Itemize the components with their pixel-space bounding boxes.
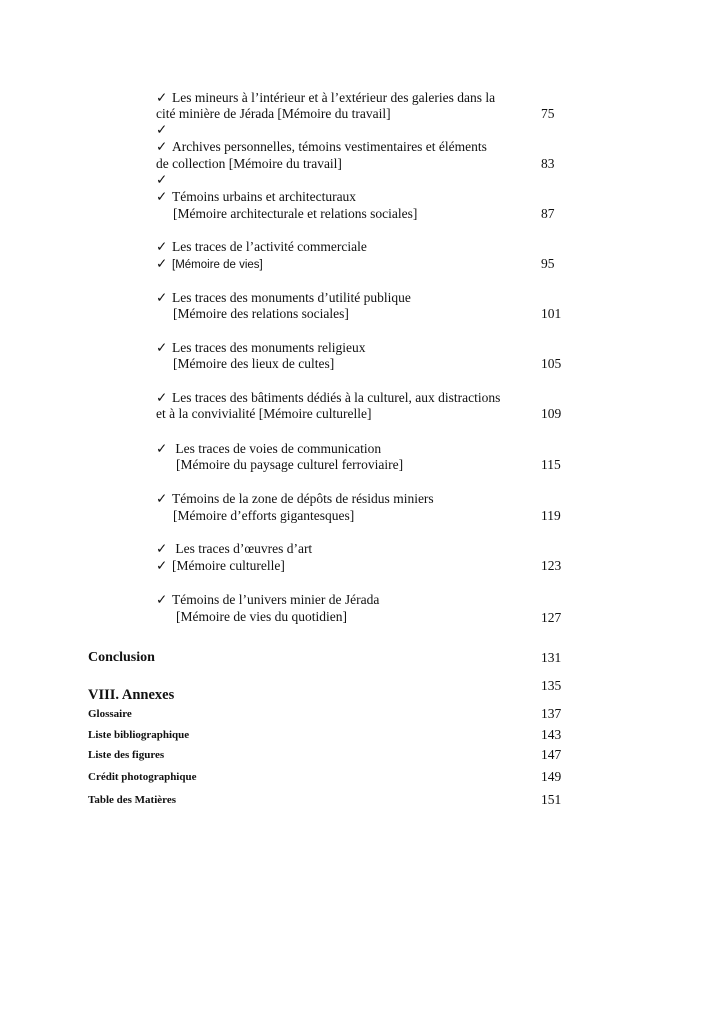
toc-entry-text: Les traces d’œuvres d’art <box>175 541 313 556</box>
toc-entry-text: Les traces de voies de communication <box>175 441 382 456</box>
checkmark-icon: ✓ <box>156 441 168 456</box>
toc-entry-text: Archives personnelles, témoins vestimentaires et éléments <box>172 139 487 154</box>
annex-item-page: 147 <box>541 747 562 762</box>
checkmark-icon: ✓ <box>156 491 168 506</box>
toc-entry-11-page: 127 <box>541 610 562 625</box>
toc-entry-8-line1 <box>156 441 381 457</box>
annex-item-bibliographie: Liste bibliographique <box>88 729 190 741</box>
toc-entry-3-page: 87 <box>541 206 555 221</box>
annex-item-credit: Crédit photographique <box>88 771 197 783</box>
conclusion-page: 131 <box>541 650 562 665</box>
toc-entry-text: [Mémoire de vies] <box>172 259 263 271</box>
toc-entry-text: Les traces des bâtiments dédiés à la culturel, aux distractions <box>172 390 501 405</box>
toc-entry-10-page: 123 <box>541 558 562 573</box>
checkmark-icon: ✓ <box>156 290 168 305</box>
annex-item-figures: Liste des figures <box>88 749 165 761</box>
annex-item-page: 149 <box>541 769 562 784</box>
toc-entry-1-page: 75 <box>541 106 555 121</box>
checkmark-icon: ✓ <box>156 239 168 254</box>
toc-entry-text: Les mineurs à l’intérieur et à l’extérieur des galeries dans la <box>172 90 496 105</box>
toc-entry-3-line2: [Mémoire architecturale et relations sociales] <box>173 206 418 221</box>
toc-entry-text: Les traces des monuments religieux <box>172 340 366 355</box>
checkmark-icon: ✓ <box>156 340 168 355</box>
checkmark-icon: ✓ <box>156 172 168 187</box>
annex-item-page: 143 <box>541 727 562 742</box>
checkmark-icon: ✓ <box>156 122 168 137</box>
toc-entry-11-line2: [Mémoire de vies du quotidien] <box>176 609 347 624</box>
checkmark-icon: ✓ <box>156 139 168 154</box>
checkmark-icon: ✓ <box>156 592 168 607</box>
toc-entry-text: Témoins urbains et architecturaux <box>172 189 357 204</box>
toc-entry-1-line2: cité minière de Jérada [Mémoire du travail] <box>156 106 391 121</box>
toc-entry-11-line1 <box>156 592 379 608</box>
toc-entry-7-line2: et à la convivialité [Mémoire culturelle] <box>156 406 372 421</box>
annexes-heading: VIII. Annexes <box>88 687 175 703</box>
toc-entry-6-page: 105 <box>541 356 562 371</box>
checkmark-icon: ✓ <box>156 90 168 105</box>
toc-entry-7-line1 <box>156 390 500 406</box>
toc-entry-2-line1 <box>156 139 487 155</box>
checkmark-icon: ✓ <box>156 390 168 405</box>
toc-entry-4-line1 <box>156 239 367 255</box>
toc-entry-1-line1 <box>156 90 495 106</box>
toc-entry-2-page: 83 <box>541 156 555 171</box>
checkmark-icon: ✓ <box>156 558 168 573</box>
checkmark-icon: ✓ <box>156 189 168 204</box>
annex-item-page: 151 <box>541 792 562 807</box>
toc-entry-text: Témoins de la zone de dépôts de résidus miniers <box>172 491 434 506</box>
toc-entry-9-line1 <box>156 491 434 507</box>
toc-entry-9-page: 119 <box>541 508 561 523</box>
toc-entry-9-line2: [Mémoire d’efforts gigantesques] <box>173 508 355 523</box>
toc-entry-4-line2 <box>156 256 263 273</box>
toc-entry-8-line2: [Mémoire du paysage culturel ferroviaire] <box>176 457 404 472</box>
toc-entry-6-line2: [Mémoire des lieux de cultes] <box>173 356 335 371</box>
conclusion-heading: Conclusion <box>88 650 155 665</box>
toc-entry-5-page: 101 <box>541 306 562 321</box>
toc-entry-text: Les traces des monuments d’utilité publique <box>172 290 411 305</box>
toc-entry-8-page: 115 <box>541 457 561 472</box>
toc-entry-10-line2 <box>156 558 285 574</box>
annex-item-page: 137 <box>541 706 562 721</box>
toc-entry-5-line1 <box>156 290 411 306</box>
toc-entry-5-line2: [Mémoire des relations sociales] <box>173 306 349 321</box>
toc-entry-4-page: 95 <box>541 256 555 271</box>
toc-entry-10-line1 <box>156 541 312 557</box>
toc-entry-text: Témoins de l’univers minier de Jérada <box>172 592 380 607</box>
toc-entry-2-line2: de collection [Mémoire du travail] <box>156 156 342 171</box>
toc-entry-text: [Mémoire culturelle] <box>172 558 285 573</box>
toc-entry-text: Les traces de l’activité commerciale <box>172 239 367 254</box>
toc-entry-6-line1 <box>156 340 365 356</box>
checkmark-icon: ✓ <box>156 256 168 271</box>
toc-entry-3-line1 <box>156 189 356 205</box>
toc-entry-7-page: 109 <box>541 406 562 421</box>
annex-item-glossaire: Glossaire <box>88 708 132 720</box>
checkmark-icon: ✓ <box>156 541 168 556</box>
annex-item-table-matieres: Table des Matières <box>88 794 176 806</box>
annexes-page: 135 <box>541 678 562 693</box>
